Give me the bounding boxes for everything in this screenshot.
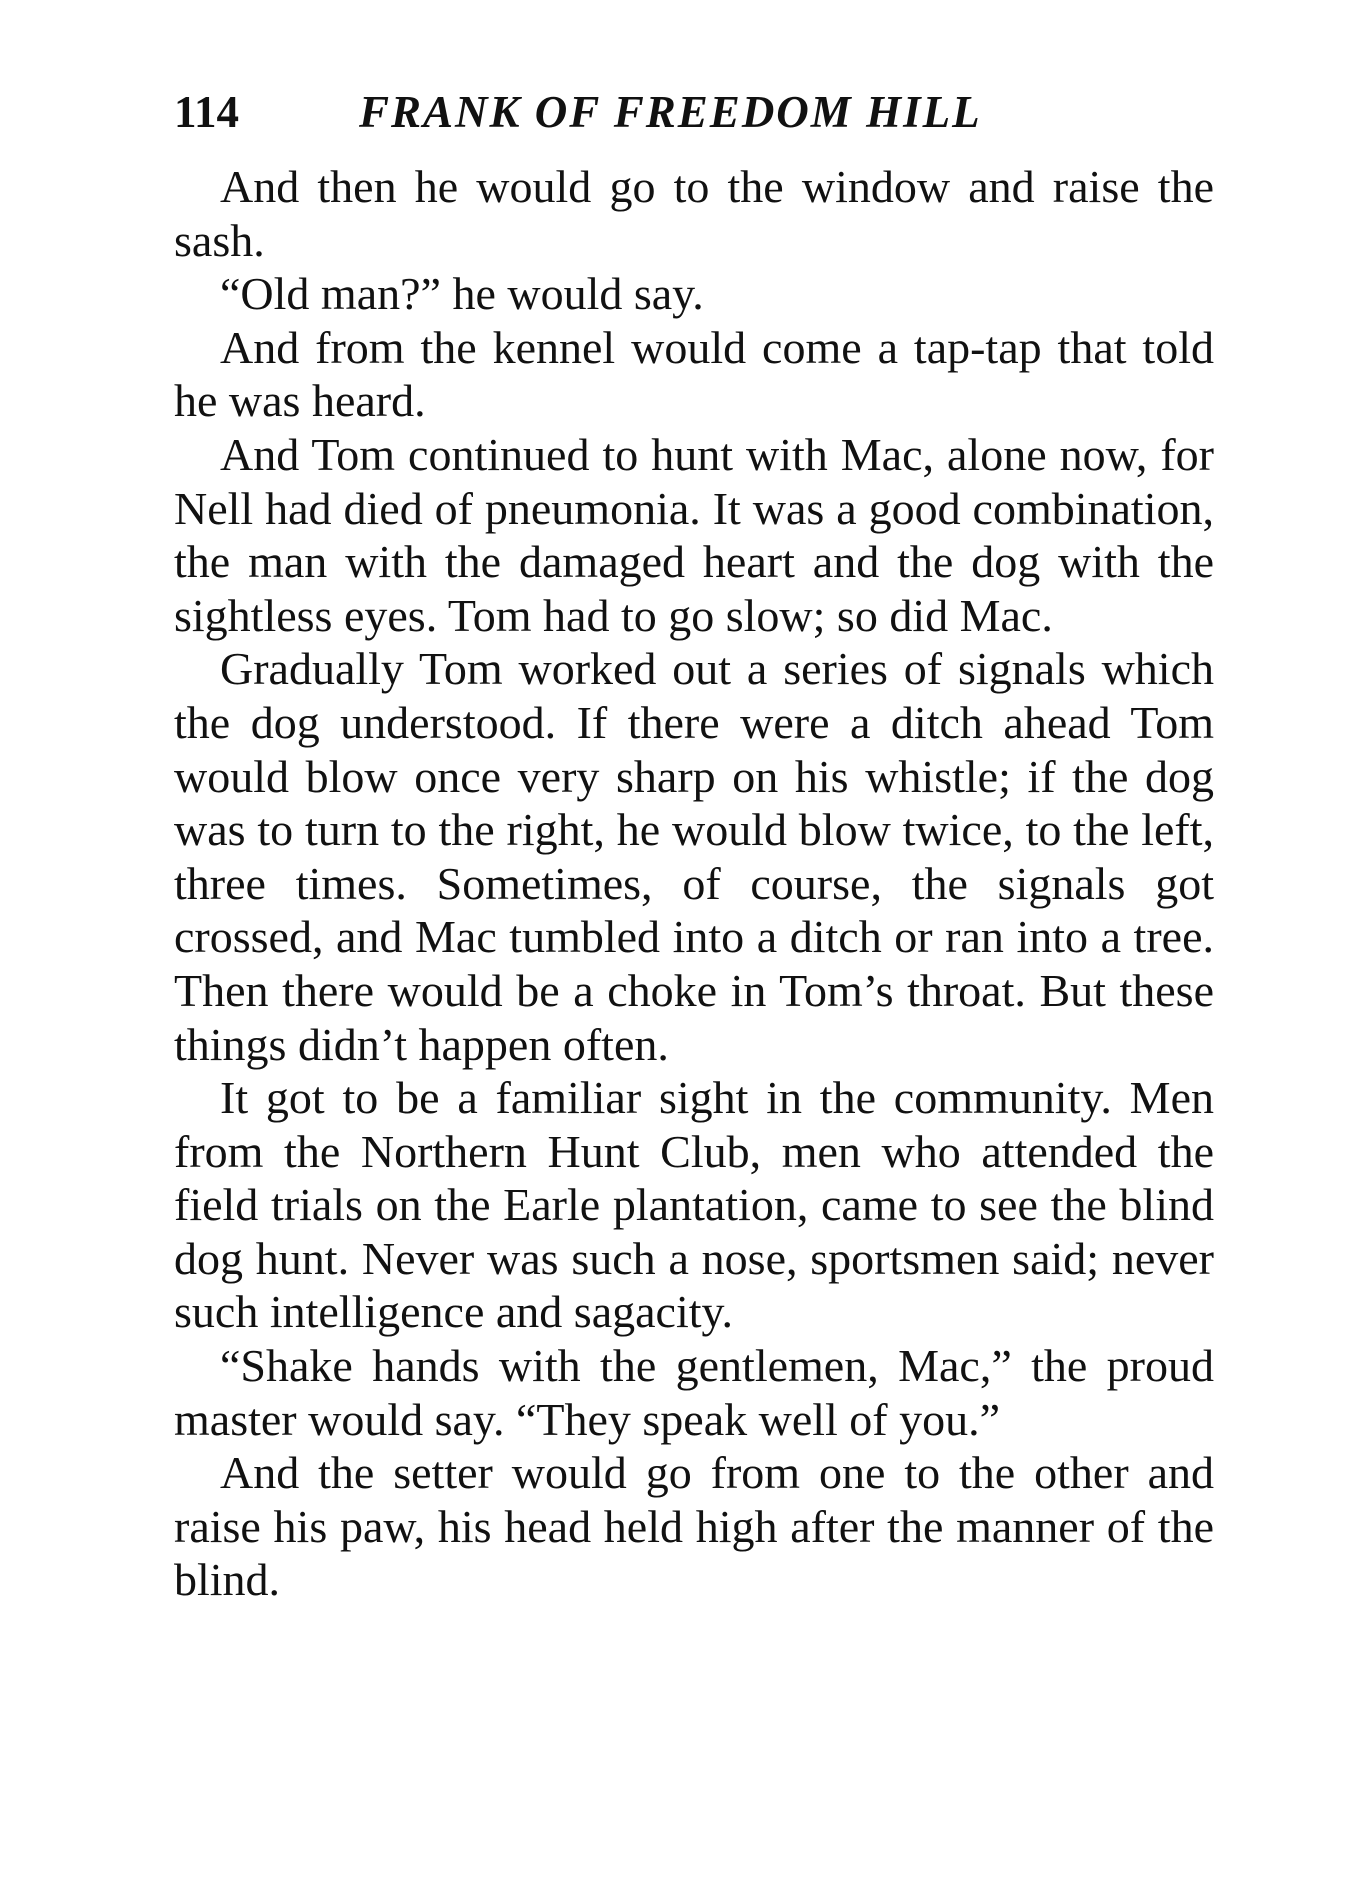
paragraph: And then he would go to the window and raise the sash.: [174, 161, 1214, 266]
running-title: FRANK OF FREEDOM HILL: [359, 87, 982, 137]
paragraph: Gradually Tom worked out a series of signals which the dog understood. If there were a ditch ahead Tom would blow once very sharp on his whistle; if the dog was to turn to the right, he would blow twice, to the left, three times. Sometimes, of course, the signals got crossed, and Mac tumbled into a ditch or ran into a tree. Then there would be a choke in Tom’s throat. But these things didn’t happen often.: [174, 643, 1214, 1070]
paragraph: And Tom continued to hunt with Mac, alone now, for Nell had died of pneumonia. It was a good combination, the man with the damaged heart and the dog with the sightless eyes. Tom had to go slow; so did Mac.: [174, 428, 1214, 641]
paragraph: “Shake hands with the gentlemen, Mac,” the proud master would say. “They speak well of you.”: [174, 1340, 1214, 1445]
paragraph: “Old man?” he would say.: [220, 268, 704, 320]
paragraph: It got to be a familiar sight in the community. Men from the Northern Hunt Club, men who attended the field trials on the Earle plantation, came to see the blind dog hunt. Never was such a nose, sportsmen said; never such intelligence and sagacity.: [174, 1072, 1214, 1338]
paragraph: And from the kennel would come a tap-tap that told he was heard.: [174, 321, 1214, 427]
body-text: [174, 160, 1214, 1607]
running-head: [174, 82, 1214, 142]
paragraph: And the setter would go from one to the other and raise his paw, his head held high after the manner of the blind.: [174, 1447, 1214, 1606]
page-number: 114: [174, 87, 240, 137]
